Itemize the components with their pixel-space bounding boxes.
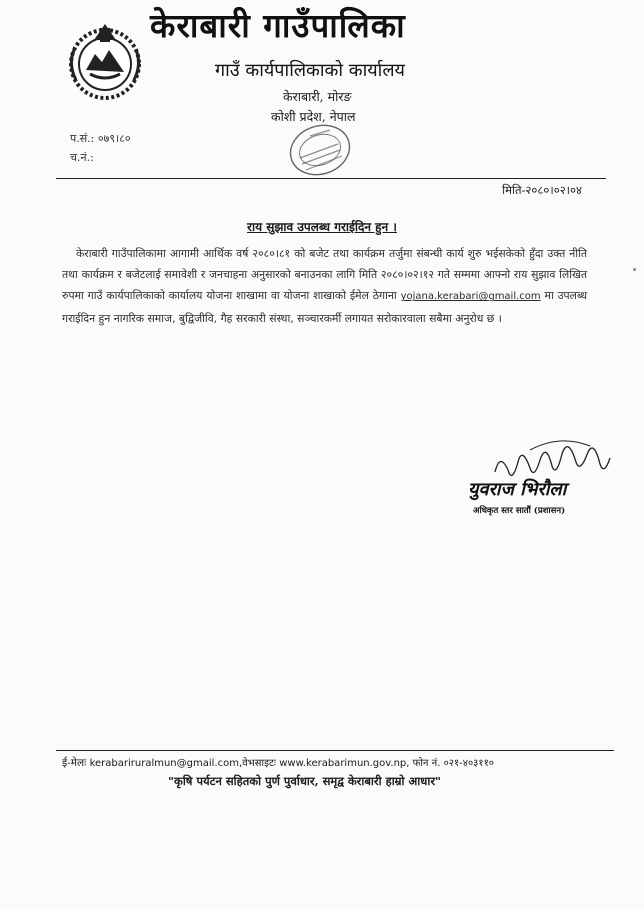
office-stamp-icon [272, 112, 368, 186]
government-emblem-icon [64, 20, 146, 102]
header-divider [56, 178, 606, 179]
footer-slogan: "कृषि पर्यटन सहितको पुर्ण पुर्वाधार, समृद्व केराबारी हाम्रो आधार" [168, 774, 442, 788]
footer-contact [62, 755, 494, 770]
signatory-name: युवराज भिरौला [468, 479, 567, 500]
body-text-part-1: केराबारी गाउँपालिकामा आगामी आर्थिक वर्ष २०८०।८१ को बजेट तथा कार्यक्रम तर्जुमा संबन्धी कार्य शुरु भईसकेको हुँदा उक्त नीति तथा कार्यक्रम र बजेटलाई समावेशी र जनचाहना अनुसारको बनाउनका लागि मिति २०८०।०२।१२ गते सम्ममा आफ्नो राय सुझाव लिखित रुपमा गाउँ कार्यपालिकाको कार्यालय योजना शाखामा वा योजना शाखाको ईमेल ठेगाना [62, 247, 587, 303]
letter-number: प.सं.: ०७९।८० [70, 132, 131, 145]
letter-body [62, 243, 587, 329]
signatory-title: अधिकृत स्तर सातौं (प्रशासन) [473, 506, 566, 516]
address-line-1: केराबारी, मोरङ [283, 89, 352, 104]
footer-divider [56, 750, 614, 751]
office-subtitle: गाउँ कार्यपालिकाको कार्यालय [215, 60, 405, 81]
body-text-part-2: मा उपलब्ध गराईदिन हुन नागरिक समाज, बुद्विजीवि, गैह सरकारी संस्था, सञ्चारकर्मी लगायत सरोकारवाला सबैमा अनुरोध छ । [62, 289, 587, 325]
contact-prefix: ई-मेलः [62, 757, 90, 769]
letter-subject: राय सुझाव उपलब्ध गराईदिन हुन । [247, 220, 397, 234]
letter-date: मिति-२०८०।०२।०४ [502, 183, 582, 197]
scan-speck [633, 268, 636, 271]
contact-details: kerabariruralmun@gmail.com,वेभसाइटः www.kerabarimun.gov.np, फोन नं. ०२१-४०३११० [89, 758, 494, 769]
planning-email-link[interactable]: yojana.kerabari@gmail.com [400, 291, 541, 303]
dispatch-number: च.नं.: [70, 151, 94, 164]
municipality-title: केराबारी गाउँपालिका [150, 6, 406, 45]
address-line-2: कोशी प्रदेश, नेपाल [271, 109, 356, 124]
